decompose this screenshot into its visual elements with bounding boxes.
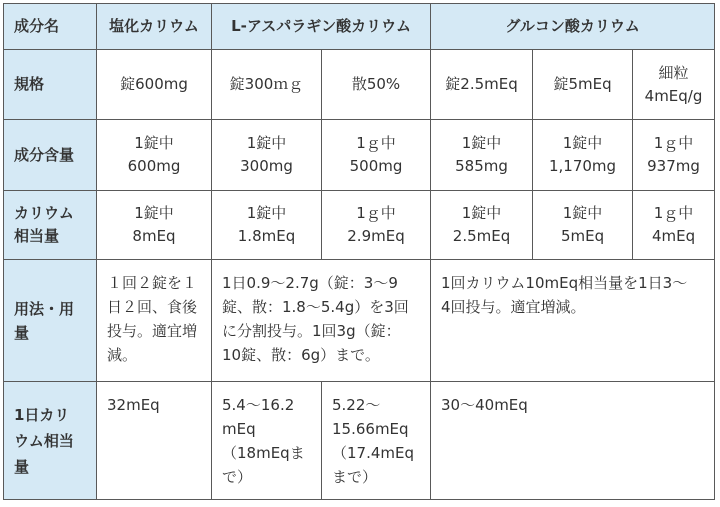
cell-text-line: 1日0.9～2.7g（錠：3～9 [222,274,398,292]
cell-content-asp-tablet [212,120,322,191]
row-label-text: 用法・用 [14,299,75,318]
cell-spec-glu-tablet-2-5 [431,50,533,120]
cell-dosage-glu [431,260,715,382]
row-label-text: 量 [14,323,30,342]
cell-text-line: 585mg [455,157,508,175]
cell-text-line: 1錠中 [461,204,502,222]
row-label-content [4,120,97,191]
cell-text-line: 30～40mEq [441,396,528,414]
cell-content-kcl [97,120,212,191]
cell-content-asp-powder [322,120,431,191]
row-label-spec [4,50,97,120]
cell-text-line: 1.8mEq [237,227,296,245]
row-dosage [4,260,715,382]
cell-text-line: 散50% [351,75,401,93]
cell-content-glu-tablet-2-5 [431,120,533,191]
cell-spec-glu-tablet-5 [533,50,633,120]
cell-text-line: 1錠中 [562,134,603,152]
cell-daily-asp-tablet [212,382,322,500]
cell-text-line: 5mEq [560,227,605,245]
cell-text-line: 錠、散：1.8～5.4g）を3回 [222,298,409,316]
cell-text-line: 1錠中 [134,134,174,152]
cell-text-line: 10錠、散：6g）まで。 [222,346,380,364]
cell-text-line: 1ｇ中 [653,204,694,222]
cell-text-line: 錠600mg [120,75,188,93]
row-label-daily-potassium [4,382,97,500]
header-potassium-chloride-text: 塩化カリウム [109,17,199,35]
cell-equiv-asp-powder [322,191,431,260]
cell-dosage-asp [212,260,431,382]
cell-text-line: 5.22～ [332,396,381,414]
cell-text-line: 32mEq [107,396,160,414]
header-potassium-gluconate [431,4,715,50]
row-potassium-equivalent [4,191,715,260]
row-content [4,120,715,191]
cell-content-glu-tablet-5 [533,120,633,191]
row-spec [4,50,715,120]
cell-text-line: 2.9mEq [347,227,405,245]
cell-content-glu-granule [633,120,715,191]
cell-text-line: 15.66mEq [332,420,409,438]
cell-text-line: 5.4～16.2 [222,396,295,414]
header-potassium-chloride [97,4,212,50]
cell-text-line: で） [222,468,253,486]
header-row [4,4,715,50]
cell-text-line: 錠5mEq [553,75,612,93]
cell-equiv-asp-tablet [212,191,322,260]
row-label-dosage [4,260,97,382]
cell-text-line: に分割投与。1回3g（錠： [222,322,401,340]
header-label-cell [4,4,97,50]
cell-text-line: 投与。適宜増 [107,322,198,340]
cell-text-line: 8mEq [132,227,176,245]
cell-text-line: 細粒 [658,63,689,82]
cell-text-line: 1錠中 [246,134,287,152]
row-label-text: ウム相当 [14,431,74,450]
row-label-text: 相当量 [14,227,60,245]
cell-text-line: 2.5mEq [452,227,511,245]
cell-text-line: 1ｇ中 [653,134,694,152]
cell-text-line: 4mEq [651,227,696,245]
cell-spec-asp-tablet [212,50,322,120]
row-label-potassium-equivalent [4,191,97,260]
row-label-text: 1日カリ [14,405,70,424]
cell-text-line: 4回投与。適宜増減。 [441,298,586,316]
cell-text-line: 減。 [107,346,138,364]
row-label-text: 量 [14,457,30,476]
potassium-comparison-table [3,3,715,500]
cell-equiv-glu-tablet-2-5 [431,191,533,260]
row-label-text: 成分含量 [14,145,75,164]
cell-daily-glu [431,382,715,500]
row-daily-potassium [4,382,715,500]
cell-text-line: 1錠中 [562,204,603,222]
cell-text-line: 4mEq/g [644,86,703,105]
cell-text-line: 500mg [349,157,403,175]
cell-text-line: 300mg [240,157,293,175]
cell-text-line: まで） [332,468,378,486]
cell-text-line: mEq [222,420,256,438]
cell-text-line: 日２回、食後 [107,298,198,316]
cell-text-line: 600mg [127,157,181,175]
header-potassium-gluconate-text: グルコン酸カリウム [505,17,640,35]
header-potassium-aspartate [212,4,431,50]
cell-text-line: １回２錠を１ [107,274,198,292]
header-potassium-aspartate-text: L-アスパラギン酸カリウム [231,17,411,35]
header-label: 成分名 [14,17,60,35]
cell-text-line: 1回カリウム10mEq相当量を1日3～ [441,274,688,292]
cell-spec-asp-powder [322,50,431,120]
cell-equiv-glu-granule [633,191,715,260]
cell-text-line: 1錠中 [134,204,174,222]
row-label-text: 規格 [14,75,45,93]
cell-text-line: （18mEqま [222,444,305,462]
cell-dosage-kcl [97,260,212,382]
cell-equiv-glu-tablet-5 [533,191,633,260]
cell-daily-asp-powder [322,382,431,500]
cell-equiv-kcl [97,191,212,260]
cell-spec-kcl [97,50,212,120]
cell-daily-kcl [97,382,212,500]
cell-text-line: 錠300ｍｇ [229,75,304,93]
cell-text-line: 1錠中 [461,134,502,152]
cell-text-line: 1ｇ中 [356,204,396,222]
cell-text-line: 1錠中 [246,204,287,222]
cell-text-line: 錠2.5mEq [445,75,518,93]
cell-spec-glu-granule [633,50,715,120]
row-label-text: カリウム [14,204,74,222]
cell-text-line: 1,170mg [548,157,617,175]
cell-text-line: （17.4mEq [332,444,415,462]
cell-text-line: 1ｇ中 [356,134,396,152]
cell-text-line: 937mg [647,157,700,175]
